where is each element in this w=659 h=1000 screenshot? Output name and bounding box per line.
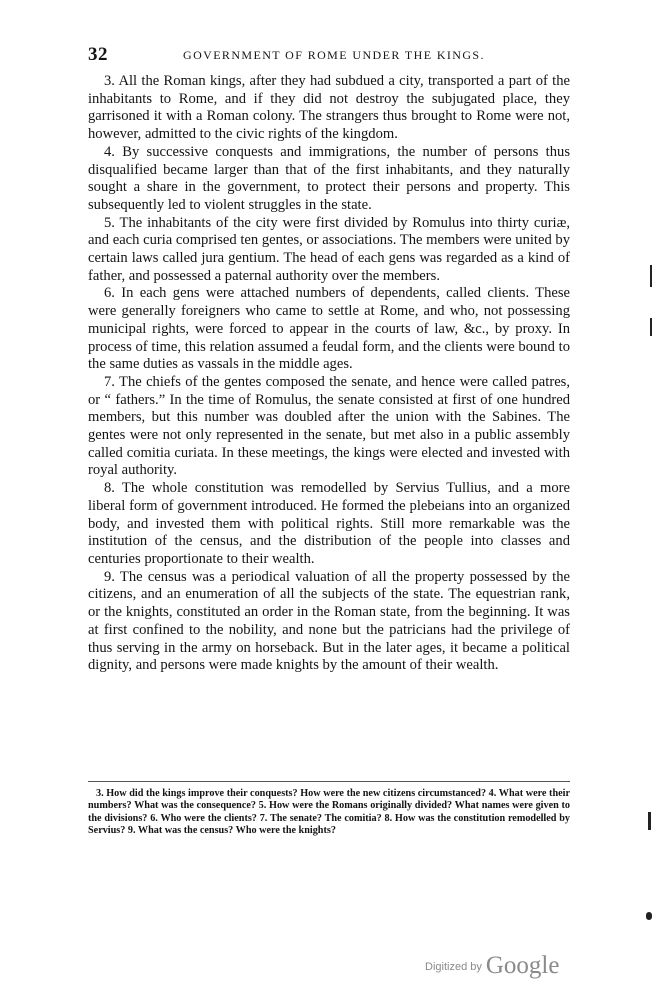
page-number: 32	[88, 44, 108, 65]
paragraph-8: 8. The whole constitution was remodelled by Servius Tullius, and a more liberal form of government introduced. He formed the plebeians into an organized body, and invested them with political rights. Still more remarkable was the institution of the census, and the distribution of the people into classes and centuries proportionate to their wealth.	[88, 480, 570, 567]
google-logo: Google	[485, 952, 560, 979]
paragraph-5: 5. The inhabitants of the city were first divided by Romulus into thirty curiæ, and each curia comprised ten gentes, or associations. The members were united by certain laws called jura gentium. The head of each gens was regarded as a kind of father, and possessed a paternal authority over the members.	[88, 214, 570, 284]
margin-tick-mark	[648, 812, 651, 830]
margin-dot-mark	[646, 912, 652, 920]
footnote-divider	[88, 781, 570, 782]
body-text	[88, 73, 570, 675]
page-header	[88, 44, 588, 68]
google-watermark	[425, 952, 575, 984]
review-questions	[88, 788, 570, 837]
paragraph-7: 7. The chiefs of the gentes composed the senate, and hence were called patres, or “ fathers.” In the time of Romulus, the senate consisted at first of one hundred members, but this number was doubled after the union with the Sabines. The gentes were not only represented in the senate, but met also in a public assembly called comitia curiata. In these meetings, the kings were elected and invested with royal authority.	[88, 373, 570, 479]
paragraph-4: 4. By successive conquests and immigrations, the number of persons thus disqualified became larger than that of the first inhabitants, and they naturally sought a share in the government, to protect their persons and property. This subsequently led to violent struggles in the state.	[88, 143, 570, 213]
questions-text: 3. How did the kings improve their conquests? How were the new citizens circumstanced? 4. What were their numbers? What was the consequence? 5. How were the Romans originally divided? What names were given to the divisions? 6. Who were the clients? 7. The senate? The comitia? 8. How was the constitution remodelled by Servius? 9. What was the census? Who were the knights?	[88, 788, 570, 836]
margin-tick-mark	[650, 265, 652, 287]
digitized-by-label: Digitized by	[425, 961, 482, 973]
margin-tick-mark	[650, 318, 652, 336]
paragraph-6: 6. In each gens were attached numbers of dependents, called clients. These were generally foreigners who came to settle at Rome, and who, not possessing municipal rights, were forced to appear in the courts of law, &c., by proxy. In process of time, this relation assumed a feudal form, and the clients were bound to the same duties as vassals in the middle ages.	[88, 285, 570, 373]
paragraph-3: 3. All the Roman kings, after they had subdued a city, transported a part of the inhabitants to Rome, and if they did not destroy the subjugated place, they garrisoned it with a Roman colony. The strangers thus brought to Rome were not, however, admitted to the civic rights of the kingdom.	[88, 73, 570, 143]
running-title: GOVERNMENT OF ROME UNDER THE KINGS.	[183, 48, 485, 62]
paragraph-9: 9. The census was a periodical valuation of all the property possessed by the citizens, and an enumeration of all the subjects of the state. The equestrian rank, or the knights, constituted an order in the Roman state, from the beginning. It was at first confined to the nobility, and none but the patricians had the privilege of thus serving in the army on horseback. But in the later ages, it became a political dignity, and persons were made knights by the amount of their wealth.	[88, 568, 570, 674]
